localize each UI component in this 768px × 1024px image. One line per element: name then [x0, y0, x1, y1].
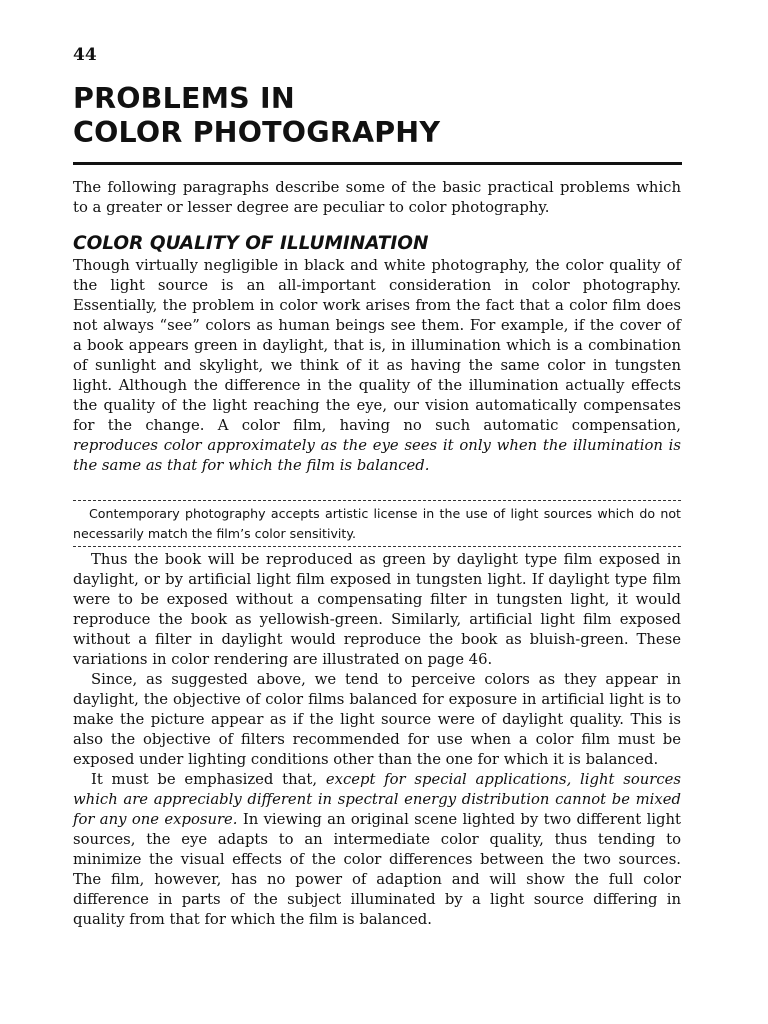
sidebar-note: [73, 504, 681, 544]
paragraph-4-end: In viewing an original scene lighted by two different light sources, the eye adapts to an intermediate color quality, thus tending to minimize the visual effects of the color differences between the two sources. The film, however, has no power of adaption and will show the full color difference in parts of the subject illuminated by a light source differing in quality from that for which the film is balanced.: [73, 811, 681, 928]
paragraph-4-start: It must be emphasized that,: [91, 771, 318, 788]
title-rule: [73, 162, 682, 165]
paragraph-1-italic: reproduces color approximately as the eye sees it only when the illumination is the same as that for which the film is balanced.: [73, 437, 681, 474]
sidebar-note-text: Contemporary photography accepts artistic license in the use of light sources which do not necessarily match the film’s color sensitivity.: [73, 506, 681, 541]
chapter-title-line-2: COLOR PHOTOGRAPHY: [73, 116, 441, 149]
body-continuation: [73, 550, 681, 930]
intro-paragraph: The following paragraphs describe some of the basic practical problems which to a greater or lesser degree are peculiar to color photography.: [73, 179, 681, 216]
chapter-title-line-1: PROBLEMS IN: [73, 82, 295, 115]
section-heading: COLOR QUALITY OF ILLUMINATION: [73, 233, 429, 254]
paragraph-1: [73, 256, 681, 476]
paragraph-2: Thus the book will be reproduced as green by daylight type film exposed in daylight, or by artificial light film exposed in tungsten light. If daylight type film were to be exposed without a compensating filter in tungsten light, it would reproduce the book as yellowish-green. Similarly, artificial light film exposed without a filter in daylight would reproduce the book as bluish-green. These variations in color rendering are illustrated on page 46.: [73, 551, 681, 668]
paragraph-3: Since, as suggested above, we tend to perceive colors as they appear in daylight, the objective of color films balanced for exposure in artificial light is to make the picture appear as if the light source were of daylight quality. This is also the objective of filters recommended for use when a color film must be exposed under lighting conditions other than the one for which it is balanced.: [73, 671, 681, 768]
note-divider-top: [73, 500, 681, 501]
paragraph-4-italic: except for special applications, light sources which are appreciably different in spectral energy distribution cannot be mixed for any one exposure.: [73, 771, 681, 828]
paragraph-4: [73, 770, 681, 930]
chapter-title: [73, 82, 681, 150]
paragraph-1-text: Though virtually negligible in black and white photography, the color quality of the light source is an all-important consideration in color photography. Essentially, the problem in color work arises from the fact that a color film does not always “see” colors as human beings see them. For example, if the cover of a book appears green in daylight, that is, in illumination which is a combination of sunlight and skylight, we think of it as having the same color in tungsten light. Although the difference in the quality of the illumination actually effects the quality of the light reaching the eye, our vision automatically compensates for the change. A color film, having no such automatic compensation,: [73, 257, 681, 434]
page-number: 44: [73, 45, 97, 65]
note-divider-bottom: [73, 546, 681, 547]
